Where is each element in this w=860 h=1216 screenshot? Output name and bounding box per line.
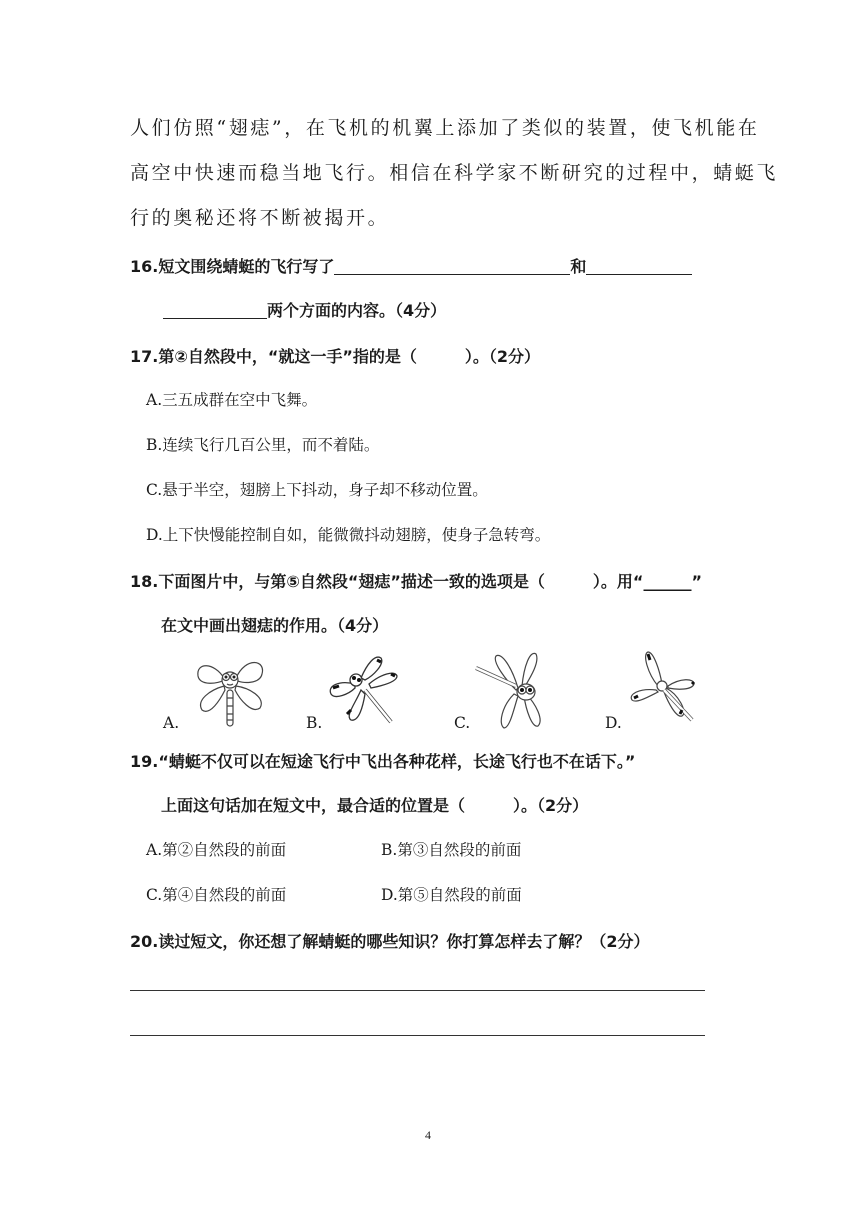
question-16-and: 和	[570, 257, 587, 276]
question-19-option-a[interactable]: A.第②自然段的前面	[146, 841, 287, 859]
question-17-stem: 17.第②自然段中，“就这一手”指的是（ ）。（2分）	[130, 347, 541, 366]
question-19-option-d[interactable]: D.第⑤自然段的前面	[381, 886, 522, 904]
question-19-stem-line-1: 19.“蜻蜓不仅可以在短途飞行中飞出各种花样，长途飞行也不在话下。”	[130, 752, 636, 771]
answer-line-1[interactable]	[130, 990, 705, 991]
question-19-stem-line-2: 上面这句话加在短文中，最合适的位置是（ ）。（2分）	[161, 796, 589, 815]
question-16-suffix: 两个方面的内容。（4分）	[267, 301, 447, 320]
question-16-line-2	[163, 298, 446, 321]
dragonfly-label-c: C.	[454, 714, 471, 732]
question-17-option-d[interactable]: D.上下快慢能控制自如，能微微抖动翅膀，使身子急转弯。	[146, 526, 551, 544]
question-20-stem: 20.读过短文，你还想了解蜻蜓的哪些知识？你打算怎样去了解？（2分）	[130, 932, 650, 951]
dragonfly-label-b: B.	[306, 714, 323, 732]
passage-line-1: 人们仿照“翅痣”，在飞机的机翼上添加了类似的装置，使飞机能在	[130, 117, 760, 139]
passage-line-2: 高空中快速而稳当地飞行。相信在科学家不断研究的过程中，蜻蜓飞	[130, 162, 779, 184]
passage-line-3: 行的奥秘还将不断被揭开。	[130, 207, 390, 229]
answer-blank-16c[interactable]	[163, 300, 267, 319]
question-17-option-b[interactable]: B.连续飞行几百公里，而不着陆。	[146, 436, 380, 454]
dragonfly-label-a: A.	[163, 714, 180, 732]
question-16-line-1	[130, 254, 692, 277]
answer-line-2[interactable]	[130, 1035, 705, 1036]
question-19-option-b[interactable]: B.第③自然段的前面	[381, 841, 522, 859]
question-18-stem-line-1: 18.下面图片中，与第⑤自然段“翅痣”描述一致的选项是（ ）。用“______”	[130, 572, 702, 591]
question-16-prefix: 16.短文围绕蜻蜓的飞行写了	[130, 257, 335, 276]
dragonfly-label-d: D.	[605, 714, 622, 732]
answer-blank-16a[interactable]	[334, 256, 570, 275]
dragonfly-cartoon-a[interactable]	[190, 650, 270, 730]
dragonfly-cartoon-d[interactable]	[622, 648, 702, 728]
dragonfly-cartoon-c[interactable]	[472, 648, 560, 732]
question-17-option-a[interactable]: A.三五成群在空中飞舞。	[146, 391, 318, 409]
page-number: 4	[425, 1128, 431, 1142]
question-18-stem-line-2: 在文中画出翅痣的作用。（4分）	[161, 616, 389, 635]
answer-blank-16b[interactable]	[586, 256, 692, 275]
question-19-option-c[interactable]: C.第④自然段的前面	[146, 886, 287, 904]
question-17-option-c[interactable]: C.悬于半空，翅膀上下抖动，身子却不移动位置。	[146, 481, 488, 499]
dragonfly-cartoon-b[interactable]	[325, 650, 405, 730]
